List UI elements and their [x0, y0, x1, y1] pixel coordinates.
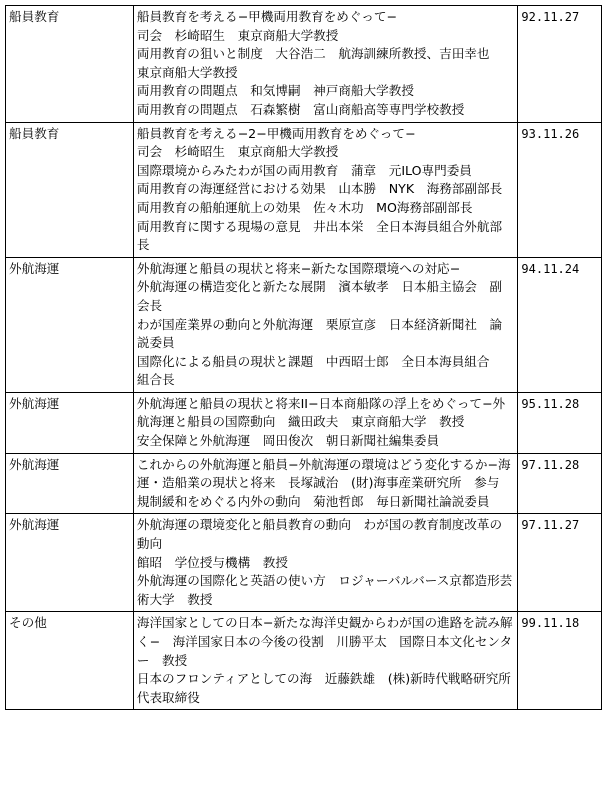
content-line: 国際環境からみたわが国の両用教育 蒲章 元ILO専門委員	[136, 162, 472, 178]
date-cell: 97.11.28	[518, 453, 602, 514]
content-line: 外航海運の環境変化と船員教育の動向 わが国の教育制度改革の動向	[136, 517, 503, 552]
table-row	[6, 392, 602, 453]
category-cell: その他	[6, 612, 134, 710]
content-line: 日本のフロンティアとしての海 近藤鉄雄 (株)新時代戦略研究所 代表取締役	[136, 671, 524, 705]
content-line: 船員教育を考える−2−甲機両用教育をめぐって−	[136, 125, 416, 141]
content-line: 規制緩和をめぐる内外の動向 菊池哲郎 毎日新聞社論説委員	[136, 493, 490, 509]
content-line: 両用教育の海運経営における効果 山本勝 NYK 海務部副部長	[136, 181, 503, 197]
date-cell: 94.11.24	[518, 257, 602, 392]
content-line: 外航海運の国際化と英語の使い方 ロジャーバルバース京都造形芸術大学 教授	[136, 573, 513, 607]
date-cell: 92.11.27	[518, 6, 602, 123]
table-row	[6, 122, 602, 257]
table-row	[6, 453, 602, 514]
content-cell	[133, 612, 524, 710]
content-cell	[133, 392, 518, 453]
table-row	[6, 257, 602, 392]
date-cell: 97.11.27	[518, 514, 602, 612]
content-line: 両用教育に関する現場の意見 井出本栄 全日本海員組合外航部長	[136, 218, 503, 253]
content-cell	[133, 453, 518, 514]
content-line: 両用教育の船舶運航上の効果 佐々木功 MO海務部副部長	[136, 199, 473, 215]
date-cell: 95.11.28	[518, 392, 602, 453]
content-line: 外航海運の構造変化と新たな展開 濱本敏孝 日本船主協会 副会長	[136, 279, 503, 313]
date-cell: 93.11.26	[518, 122, 602, 257]
content-line: 両用教育の問題点 和気博嗣 神戸商船大学教授	[136, 83, 414, 99]
content-line: 国際化による船員の現状と課題 中西昭士郎 全日本海員組合 組合長	[136, 353, 503, 388]
seminar-table	[5, 5, 602, 710]
content-line: 両用教育の狙いと制度 大谷浩二 航海訓練所教授、吉田幸也 東京商船大学教授	[136, 46, 503, 80]
content-line: 外航海運と船員の現状と将来−新たな国際環境への対応−	[136, 260, 461, 276]
table-row	[6, 612, 602, 710]
content-line: 海洋国家としての日本−新たな海洋史観からわが国の進路を読み解く− 海洋国家日本の今後の役割 川勝平太 国際日本文化センター 教授	[136, 615, 513, 668]
table-row	[6, 6, 602, 123]
category-cell: 外航海運	[6, 392, 134, 453]
content-cell	[133, 122, 518, 257]
content-line: 館昭 学位授与機構 教授	[136, 554, 288, 570]
content-line: わが国産業界の動向と外航海運 栗原宣彦 日本経済新聞社 論説委員	[136, 316, 503, 351]
content-line: 安全保障と外航海運 岡田俊次 朝日新聞社編集委員	[136, 433, 440, 449]
content-line: これからの外航海運と船員−外航海運の環境はどう変化するか−海運・造船業の現状と将来 長塚誠治 (財)海事産業研究所 参与	[136, 456, 511, 491]
category-cell: 船員教育	[6, 6, 134, 123]
content-line: 船員教育を考える−甲機両用教育をめぐって−	[136, 9, 397, 24]
category-cell: 外航海運	[6, 514, 134, 612]
date-cell: 99.11.18	[518, 612, 602, 710]
table-row	[6, 514, 602, 612]
content-line: 外航海運と船員の現状と将来II−日本商船隊の浮上をめぐって−外航海運と船員の国際動向 織田政夫 東京商船大学 教授	[136, 395, 506, 430]
category-cell: 外航海運	[6, 257, 134, 392]
category-cell: 船員教育	[6, 122, 134, 257]
category-cell: 外航海運	[6, 453, 134, 514]
content-line: 両用教育の問題点 石森繁樹 富山商船高等専門学校教授	[136, 101, 465, 117]
content-line: 司会 杉崎昭生 東京商船大学教授	[136, 144, 339, 160]
content-cell	[133, 257, 518, 392]
content-cell	[133, 6, 518, 123]
content-line: 司会 杉崎昭生 東京商船大学教授	[136, 27, 339, 43]
content-cell	[133, 514, 518, 612]
